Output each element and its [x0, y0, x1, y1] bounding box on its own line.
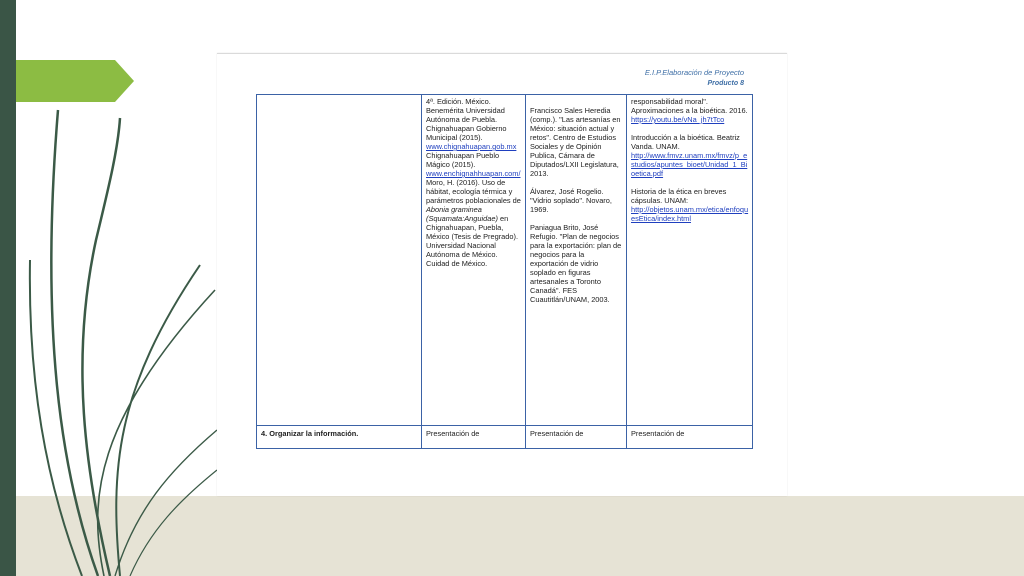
- source-text: Moro, H. (2016). Uso de hábitat, ecología térmica y parámetros poblacionales de: [426, 178, 521, 205]
- page-top-border: [217, 53, 787, 54]
- left-accent-bar: [0, 0, 16, 576]
- source-link[interactable]: https://youtu.be/vNa_jh7tTco: [631, 115, 725, 124]
- source-link[interactable]: www.enchignahhuapan.com/: [426, 169, 521, 178]
- source-text: Introducción a la bioética. Beatriz Vanda. UNAM.: [631, 133, 740, 151]
- source-text: Chignahuapan Pueblo Mágico (2015).: [426, 151, 500, 169]
- source-text: en Chignahuapan, Puebla, México (Tesis de Pregrado). Universidad Nacional Autónoma de México. Cuidad de México.: [426, 214, 519, 268]
- step-label: 4. Organizar la información.: [257, 426, 422, 449]
- page-header-title: E.I.P.Elaboración de Proyecto: [644, 68, 744, 77]
- table-cell: Presentación de: [526, 426, 627, 449]
- table-cell-sources-2: [526, 95, 627, 426]
- source-text: Historia de la ética en breves cápsulas. UNAM:: [631, 187, 727, 205]
- table-cell-sources-3: [627, 95, 753, 426]
- source-text: responsabilidad moral". Aproximaciones a la bioética. 2016.: [631, 97, 748, 115]
- green-arrow-shape: [16, 60, 134, 102]
- table-row: [257, 95, 753, 426]
- source-link[interactable]: www.chignahuapan.gob.mx: [426, 142, 517, 151]
- source-text: Paniagua Brito, José Refugio. "Plan de negocios para la exportación: plan de negocios para la exportación de vidrio soplado en figuras artesanales a Toronto Canadá". FES Cuautitlán/UNAM, 2003.: [530, 223, 622, 304]
- table-row: [257, 426, 753, 449]
- document-page: [217, 53, 787, 496]
- source-text: 4ª. Edición. México. Benemérita Universidad Autónoma de Puebla. Chignahuapan Gobierno Municipal (2015).: [426, 97, 507, 142]
- source-link[interactable]: http://www.fmvz.unam.mx/fmvz/p_estudios/apuntes_bioet/Unidad_1_Bioetica.pdf: [631, 151, 748, 178]
- table-cell-empty: [257, 95, 422, 426]
- table-cell: Presentación de: [627, 426, 753, 449]
- references-table: [256, 94, 753, 449]
- table-cell-sources-1: [422, 95, 526, 426]
- species-name: Abonia graminea (Squamata:Anguidae): [426, 205, 498, 223]
- source-text: Álvarez, José Rogelio. "Vidrio soplado". Novaro, 1969.: [530, 187, 612, 214]
- page-header-product: Producto 8: [707, 80, 744, 87]
- source-text: Francisco Sales Heredia (comp.). "Las artesanías en México: situación actual y retos". Centro de Estudios Sociales y de Opinión Publica, Cámara de Diputados/LXII Legislatura, 2013.: [530, 106, 621, 178]
- table-cell: Presentación de: [422, 426, 526, 449]
- source-link[interactable]: http://objetos.unam.mx/etica/enfoquesEtica/index.html: [631, 205, 749, 223]
